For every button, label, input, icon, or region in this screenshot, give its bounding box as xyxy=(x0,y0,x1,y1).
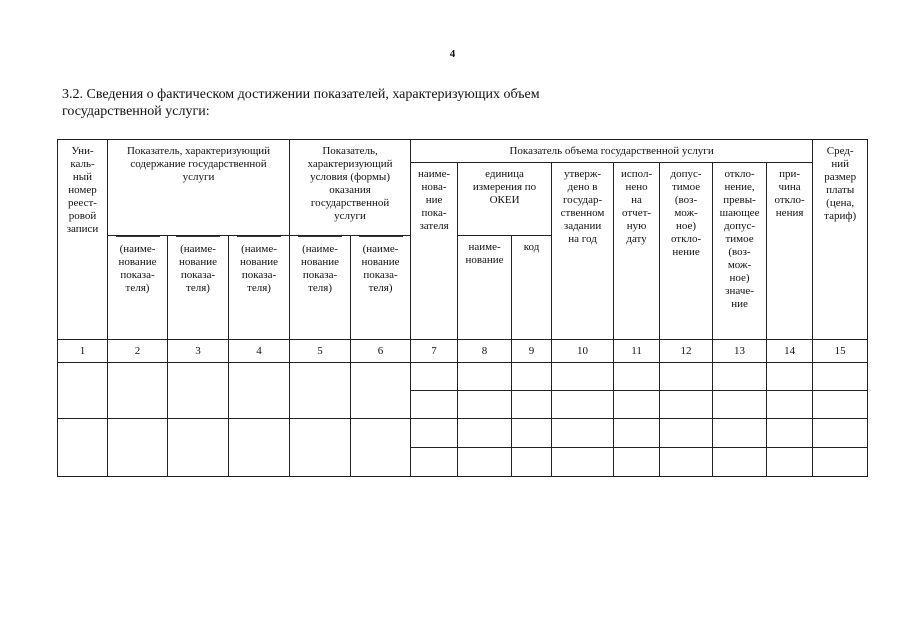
column-number: 8 xyxy=(458,340,512,363)
table-cell[interactable] xyxy=(411,419,458,448)
table-cell[interactable] xyxy=(713,391,767,419)
table-cell[interactable] xyxy=(229,419,290,477)
column-number: 13 xyxy=(713,340,767,363)
table-cell[interactable] xyxy=(411,363,458,391)
table-cell[interactable] xyxy=(767,363,813,391)
column-number: 15 xyxy=(813,340,868,363)
table-cell[interactable] xyxy=(512,419,552,448)
header-volume-name: наиме- нова- ние пока- зателя xyxy=(411,163,458,340)
header-conditions-name-1 xyxy=(290,236,351,340)
table-cell[interactable] xyxy=(512,363,552,391)
table-cell[interactable] xyxy=(767,391,813,419)
table-cell[interactable] xyxy=(411,391,458,419)
table-cell[interactable] xyxy=(713,419,767,448)
report-table xyxy=(57,139,868,477)
header-conditions-indicator: Показатель, характеризующий условия (формы) оказания государственной услуги xyxy=(290,140,411,236)
column-number: 4 xyxy=(229,340,290,363)
column-number: 7 xyxy=(411,340,458,363)
header-conditions-name-2-label: (наиме- нование показа- теля) xyxy=(361,243,400,294)
table-cell[interactable] xyxy=(411,448,458,477)
table-cell[interactable] xyxy=(767,448,813,477)
table-cell[interactable] xyxy=(290,419,351,477)
table-cell[interactable] xyxy=(660,448,713,477)
table-cell[interactable] xyxy=(767,419,813,448)
table-cell[interactable] xyxy=(614,419,660,448)
table-cell[interactable] xyxy=(660,363,713,391)
header-conditions-name-2 xyxy=(351,236,411,340)
table-cell[interactable] xyxy=(813,448,868,477)
column-number-row xyxy=(58,340,868,363)
table-row xyxy=(58,363,868,391)
table-cell[interactable] xyxy=(168,419,229,477)
page-number: 4 xyxy=(449,48,456,60)
column-number: 9 xyxy=(512,340,552,363)
header-conditions-name-1-label: (наиме- нование показа- теля) xyxy=(301,243,340,294)
table-cell[interactable] xyxy=(58,363,108,419)
header-unit-code: код xyxy=(512,236,552,340)
table-cell[interactable] xyxy=(614,363,660,391)
table-cell[interactable] xyxy=(660,391,713,419)
header-content-name-3 xyxy=(229,236,290,340)
header-unit-okei: единица измерения по ОКЕИ xyxy=(458,163,552,236)
section-heading: 3.2. Сведения о фактическом достижении показателей, характеризующих объем государственной услуги: xyxy=(62,87,540,119)
header-registry-number: Уни- каль- ный номер реест- ровой записи xyxy=(58,140,108,340)
table-cell[interactable] xyxy=(458,391,512,419)
header-content-name-1 xyxy=(108,236,168,340)
header-unit-name: наиме- нование xyxy=(458,236,512,340)
table-cell[interactable] xyxy=(552,363,614,391)
table-cell[interactable] xyxy=(813,391,868,419)
column-number: 1 xyxy=(58,340,108,363)
header-average-fee: Сред- ний размер платы (цена, тариф) xyxy=(813,140,868,340)
table-cell[interactable] xyxy=(660,419,713,448)
header-content-name-2-label: (наиме- нование показа- теля) xyxy=(179,243,217,294)
table-cell[interactable] xyxy=(168,363,229,419)
header-content-indicator: Показатель, характеризующий содержание государственной услуги xyxy=(108,140,290,236)
header-deviation-reason: при- чина откло- нения xyxy=(767,163,813,340)
table-cell[interactable] xyxy=(351,419,411,477)
table-cell[interactable] xyxy=(614,448,660,477)
table-cell[interactable] xyxy=(108,363,168,419)
header-approved: утверж- дено в государ- ственном задании на год xyxy=(552,163,614,340)
column-number: 14 xyxy=(767,340,813,363)
table-cell[interactable] xyxy=(229,363,290,419)
column-number: 5 xyxy=(290,340,351,363)
table-cell[interactable] xyxy=(108,419,168,477)
table-cell[interactable] xyxy=(713,363,767,391)
header-content-name-3-label: (наиме- нование показа- теля) xyxy=(240,243,278,294)
column-number: 12 xyxy=(660,340,713,363)
column-number: 2 xyxy=(108,340,168,363)
header-content-name-1-label: (наиме- нование показа- теля) xyxy=(118,243,157,294)
table-cell[interactable] xyxy=(351,363,411,419)
table-cell[interactable] xyxy=(552,419,614,448)
header-exceeding-deviation: откло- нение, превы- шающее допус- тимое (воз- мож- ное) значе- ние xyxy=(713,163,767,340)
column-number: 6 xyxy=(351,340,411,363)
table-cell[interactable] xyxy=(552,391,614,419)
column-number: 10 xyxy=(552,340,614,363)
header-allowed-deviation: допус- тимое (воз- мож- ное) откло- нение xyxy=(660,163,713,340)
table-cell[interactable] xyxy=(512,391,552,419)
header-volume-indicator: Показатель объема государственной услуги xyxy=(411,140,813,163)
table-row xyxy=(58,419,868,448)
table-cell[interactable] xyxy=(458,419,512,448)
table-cell[interactable] xyxy=(713,448,767,477)
table-cell[interactable] xyxy=(458,448,512,477)
header-content-name-2 xyxy=(168,236,229,340)
table-cell[interactable] xyxy=(614,391,660,419)
header-executed: испол- нено на отчет- ную дату xyxy=(614,163,660,340)
column-number: 3 xyxy=(168,340,229,363)
table-cell[interactable] xyxy=(813,363,868,391)
column-number: 11 xyxy=(614,340,660,363)
table-cell[interactable] xyxy=(552,448,614,477)
table-cell[interactable] xyxy=(813,419,868,448)
table-cell[interactable] xyxy=(58,419,108,477)
table-cell[interactable] xyxy=(512,448,552,477)
table-cell[interactable] xyxy=(458,363,512,391)
table-cell[interactable] xyxy=(290,363,351,419)
